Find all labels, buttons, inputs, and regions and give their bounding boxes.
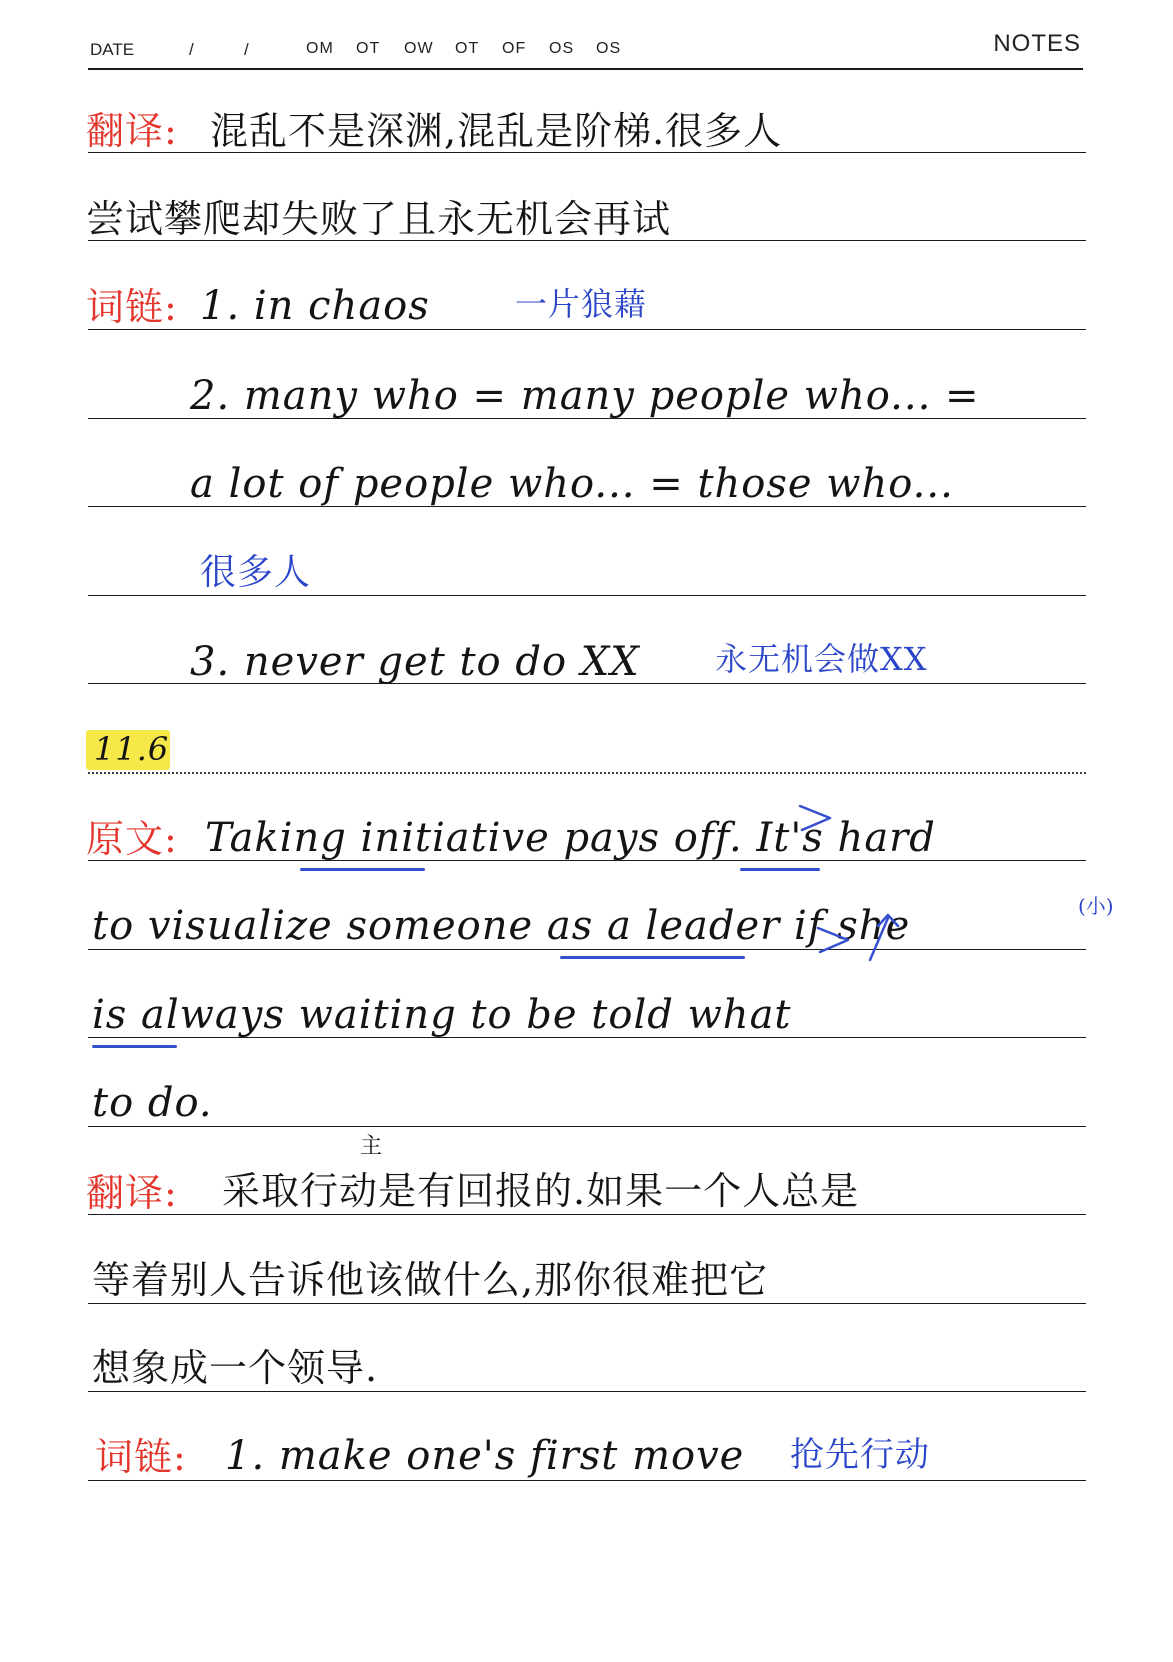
original-line: to do. (92, 1080, 213, 1126)
weekday-sat: OS (549, 40, 575, 57)
weekday-mon: OM (306, 40, 334, 57)
weekday-sun: OS (596, 40, 622, 57)
vocab-english: 2. many who = many people who... = (190, 373, 980, 419)
vocab-english: 1. in chaos (200, 283, 430, 329)
vocab-chinese: 一片狼藉 (515, 285, 648, 323)
vocab-chinese: 永无机会做XX (715, 640, 928, 678)
translation-line: 采取行动是有回报的.如果一个人总是 (222, 1169, 860, 1213)
translation-tag: 翻译: (86, 1171, 178, 1215)
weekday-fri: OF (502, 40, 527, 57)
weekday-wed: OW (404, 40, 434, 57)
date-slash: / (189, 40, 194, 59)
original-line: Taking initiative pays off. It's hard (205, 815, 936, 861)
original-line: is always waiting to be told what (92, 992, 792, 1038)
translation-line: 想象成一个领导. (92, 1346, 379, 1390)
original-line: to visualize someone as a leader if she (92, 903, 911, 949)
date-marker: 11.6 (94, 730, 170, 768)
weekday-tue: OT (356, 40, 381, 57)
vocab-chinese: 抢先行动 (790, 1435, 930, 1475)
weekday-thu: OT (455, 40, 480, 57)
notes-label: NOTES (993, 30, 1081, 57)
translation-line: 等着别人告诉他该做什么,那你很难把它 (92, 1258, 769, 1302)
vocab-english: 1. make one's first move (225, 1433, 745, 1479)
translation-insert: 主 (360, 1134, 384, 1159)
arrow-icon (800, 806, 898, 960)
date-slash: / (244, 40, 249, 59)
date-label: DATE (90, 40, 135, 59)
translation-line: 混乱不是深渊,混乱是阶梯.很多人 (210, 109, 783, 153)
vocab-chinese: 很多人 (200, 552, 312, 593)
translation-line: 尝试攀爬却失败了且永无机会再试 (86, 197, 672, 241)
original-tag: 原文: (86, 817, 178, 861)
original-note: (小) (1078, 894, 1114, 918)
vocab-english: a lot of people who... = those who... (190, 461, 954, 507)
vocab-english: 3. never get to do XX (190, 639, 640, 685)
vocab-tag: 词链: (95, 1435, 187, 1479)
translation-tag: 翻译: (86, 109, 178, 153)
vocab-tag: 词链: (86, 285, 178, 329)
